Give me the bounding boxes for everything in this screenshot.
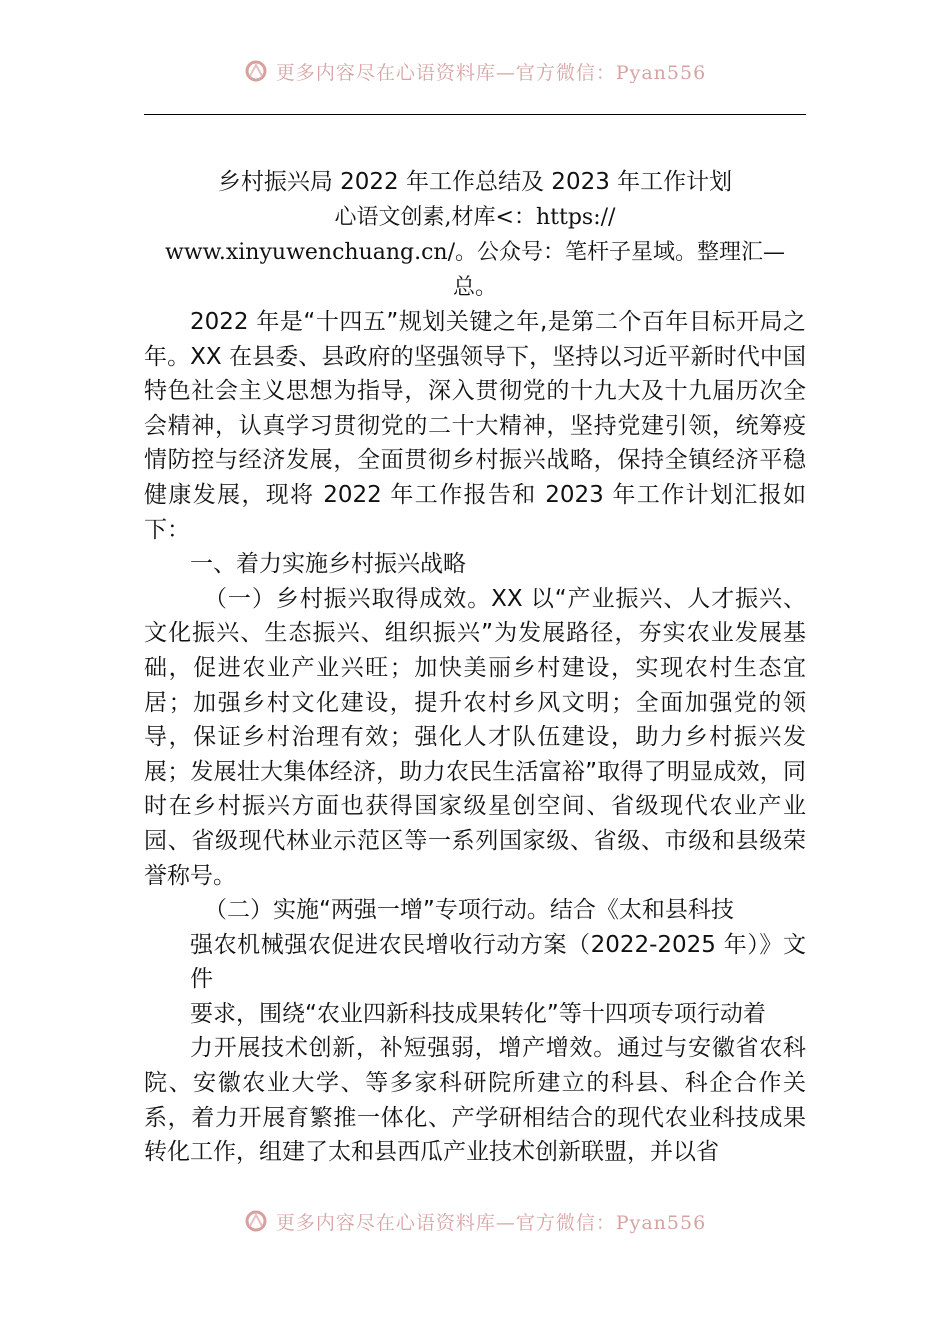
document-body: [144, 164, 806, 1170]
paragraph-fragment-3: 力开展技术创新，补短强弱，增产增效。通过与安徽省农科院、安徽农业大学、等多家科研院所建立的科县、科企合作关系，着力开展育繁推一体化、产学研相结合的现代农业科技成果转化工作，组建了太和县西瓜产业技术创新联盟，并以省: [144, 1035, 806, 1166]
paragraph-subsection-2-line: （二）实施“两强一增”专项行动。结合《太和县科技: [204, 897, 734, 924]
logo-icon: [244, 1209, 268, 1238]
section-heading-1: 一、着力实施乡村振兴战略: [190, 551, 466, 578]
paragraph-subsection-1: （一）乡村振兴取得成效。XX 以“产业振兴、人才振兴、文化振兴、生态振兴、组织振兴”为发展路径，夯实农业发展基础，促进农业产业兴旺；加快美丽乡村建设，实现农村生态宜居；加强乡村文化建设，提升农村乡风文明；全面加强党的领导，保证乡村治理有效；强化人才队伍建设，助力乡村振兴发展；发展壮大集体经济，助力农民生活富裕”取得了明显成效，同时在乡村振兴方面也获得国家级星创空间、省级现代农业产业园、省级现代林业示范区等一系列国家级、省级、市级和县级荣誉称号。: [144, 585, 806, 889]
header-rule: [144, 114, 806, 115]
paragraph-intro: 2022 年是“十四五”规划关键之年,是第二个百年目标开局之年。XX 在县委、县政府的坚强领导下，坚持以习近平新时代中国特色社会主义思想为指导，深入贯彻党的十九大及十九届历次全会精神，认真学习贯彻党的二十大精神，坚持党建引领，统筹疫情防控与经济发展，全面贯彻乡村振兴战略，保持全镇经济平稳健康发展，现将 2022 年工作报告和 2023 年工作计划汇报如下：: [144, 309, 806, 543]
subtitle-line-1: 心语文创素,材库<：https://: [334, 205, 616, 230]
logo-icon: [244, 59, 268, 88]
document-title: 乡村振兴局 2022 年工作总结及 2023 年工作计划: [217, 169, 733, 195]
paragraph-fragment-1: 强农机械强农促进农民增收行动方案（2022-2025 年）》文件: [190, 931, 806, 993]
watermark-bottom: [0, 1208, 950, 1238]
subtitle-line-2: www.xinyuwenchuang.cn/。公众号：笔杆子星域。整理汇—总。: [164, 240, 786, 300]
paragraph-fragment-2: 要求，围绕“农业四新科技成果转化”等十四项专项行动着: [190, 1000, 766, 1027]
watermark-text: 更多内容尽在心语资料库—官方微信：Pyan556: [275, 1212, 707, 1234]
watermark-text: 更多内容尽在心语资料库—官方微信：Pyan556: [275, 62, 707, 84]
watermark-top: [0, 58, 950, 88]
